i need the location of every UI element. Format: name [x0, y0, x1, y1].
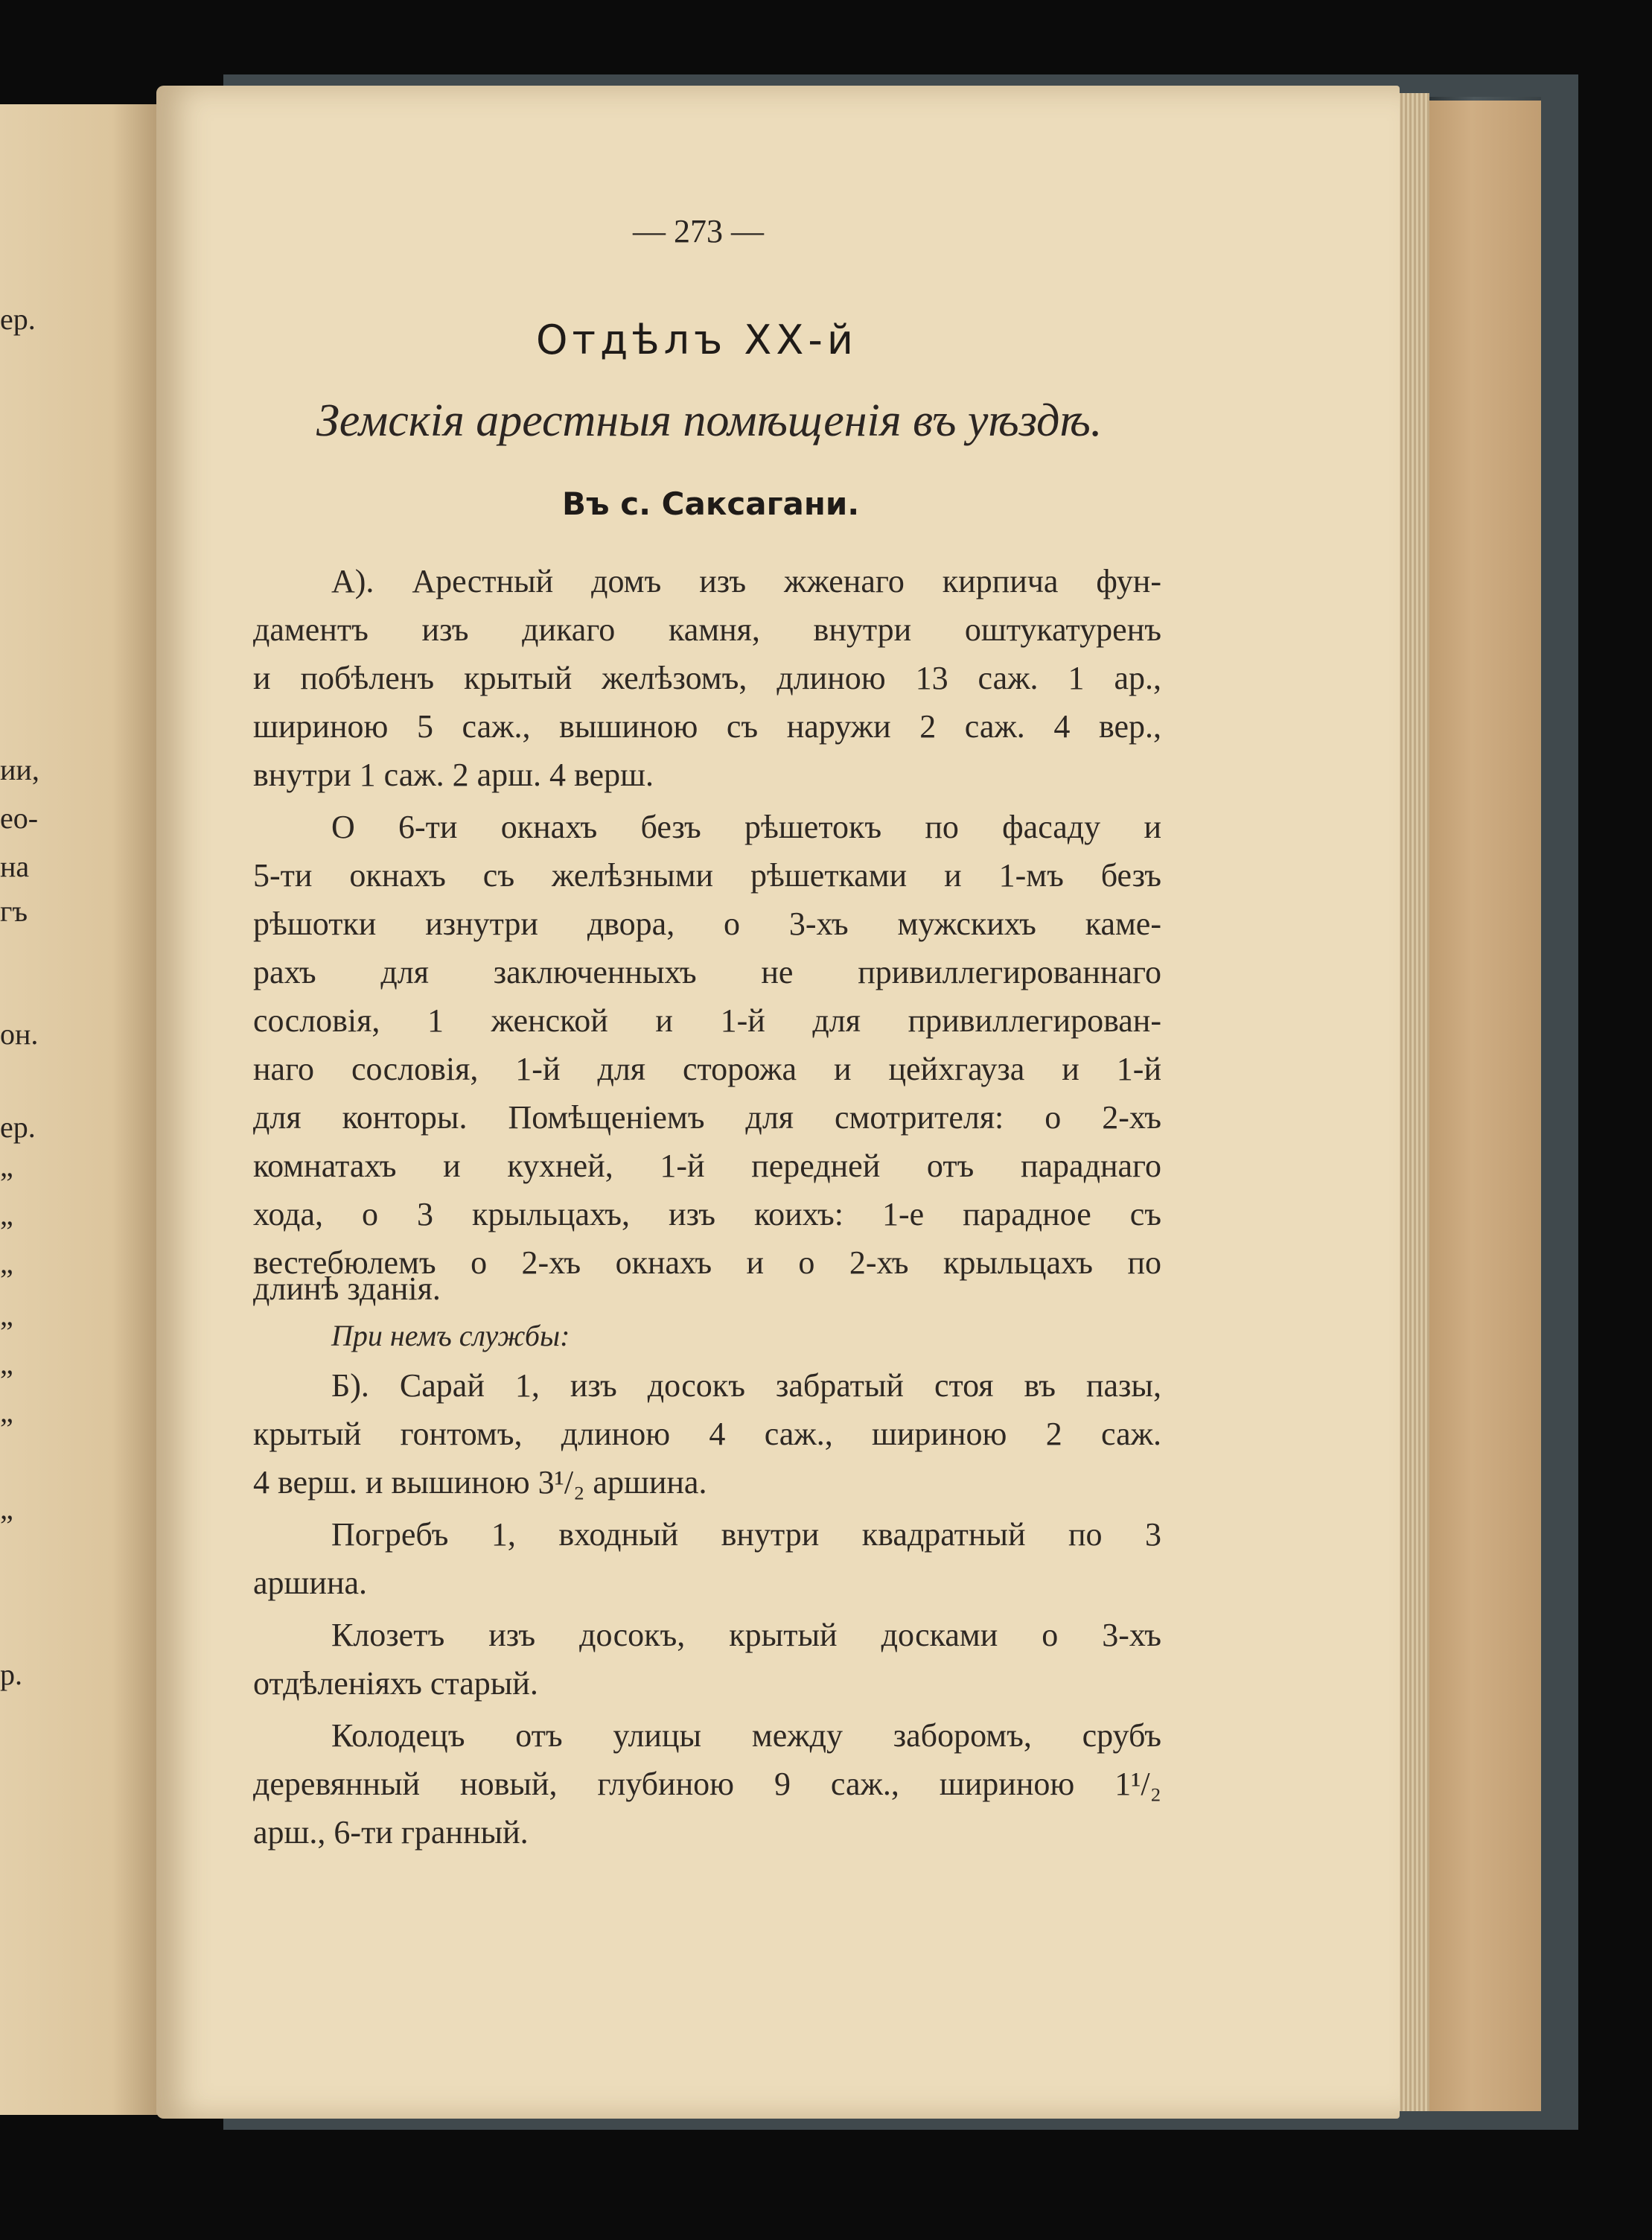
text-line: длинѣ зданія. — [253, 1270, 441, 1307]
text-line: О 6-ти окнахъ безъ рѣшетокъ по фасаду и — [331, 809, 1161, 845]
left-fragment: гъ — [0, 894, 28, 928]
section-heading: Отдѣлъ ХХ-й — [536, 316, 858, 363]
text-line: Колодецъ отъ улицы между заборомъ, срубъ — [331, 1717, 1161, 1754]
left-fragment: ” — [0, 1509, 13, 1542]
text-line: шириною 5 саж., вышиною съ наружи 2 саж. 4 вер., — [253, 708, 1161, 745]
left-fragment: ер. — [0, 302, 36, 336]
page-number: — 273 — — [633, 213, 764, 249]
text-line: вестебюлемъ о 2-хъ окнахъ и о 2-хъ крыльцахъ по — [253, 1244, 1161, 1281]
text-line: 5-ти окнахъ съ желѣзными рѣшетками и 1-мъ безъ — [253, 857, 1161, 894]
text-line: Погребъ 1, входный внутри квадратный по 3 — [331, 1516, 1161, 1553]
section-subheading: Земскія арестныя помѣщенія въ уѣздѣ. — [316, 395, 1103, 446]
text-line: наго сословія, 1-й для сторожа и цейхгауза и 1-й — [253, 1051, 1161, 1087]
left-fragment: ” — [0, 1412, 13, 1445]
left-fragment: ” — [0, 1364, 13, 1397]
text-line: деревянный новый, глубиною 9 саж., шириною 1¹/₂ — [253, 1766, 1161, 1802]
text-line: Клозетъ изъ досокъ, крытый досками о 3-хъ — [331, 1617, 1161, 1653]
text-line: крытый гонтомъ, длиною 4 саж., шириною 2 саж. — [253, 1416, 1161, 1452]
left-fragment: р. — [0, 1658, 22, 1691]
endpaper-leaf — [1415, 101, 1541, 2111]
left-fragment: он. — [0, 1017, 39, 1051]
text-line: даментъ изъ дикаго камня, внутри оштукатуренъ — [253, 611, 1161, 648]
text-line: рѣшотки изнутри двора, о 3-хъ мужскихъ каме- — [253, 906, 1161, 942]
village-heading: Въ с. Саксагани. — [562, 486, 860, 522]
left-fragment: ео- — [0, 801, 39, 835]
text-line: и побѣленъ крытый желѣзомъ, длиною 13 саж. 1 ар., — [253, 660, 1161, 696]
left-fragment: ии, — [0, 753, 39, 786]
left-fragment: на — [0, 850, 30, 883]
text-line: рахъ для заключенныхъ не привиллегированнаго — [253, 954, 1161, 990]
text-line: арш., 6-ти гранный. — [253, 1814, 529, 1851]
text-line: хода, о 3 крыльцахъ, изъ коихъ: 1-е парадное съ — [253, 1196, 1161, 1232]
text-line: сословія, 1 женской и 1-й для привиллегирован- — [253, 1002, 1161, 1039]
text-line: внутри 1 саж. 2 арш. 4 верш. — [253, 757, 654, 793]
left-page — [0, 104, 160, 2115]
text-line: А). Арестный домъ изъ жженаго кирпича фун- — [331, 563, 1161, 599]
text-line: для конторы. Помѣщеніемъ для смотрителя: о 2-хъ — [253, 1099, 1161, 1136]
text-line: отдѣленіяхъ старый. — [253, 1665, 538, 1702]
left-fragment: ” — [0, 1263, 13, 1296]
left-fragment: ” — [0, 1315, 13, 1349]
text-line: комнатахъ и кухней, 1-й передней отъ параднаго — [253, 1148, 1161, 1184]
left-fragment: ” — [0, 1215, 13, 1248]
text-line: 4 верш. и вышиною 3¹/₂ аршина. — [253, 1464, 707, 1501]
left-fragment: ер. — [0, 1110, 36, 1144]
left-fragment: ” — [0, 1166, 13, 1200]
services-heading: При немъ службы: — [331, 1319, 570, 1352]
text-line: Б). Сарай 1, изъ досокъ забратый стоя въ пазы, — [331, 1367, 1161, 1404]
text-line: аршина. — [253, 1565, 368, 1601]
